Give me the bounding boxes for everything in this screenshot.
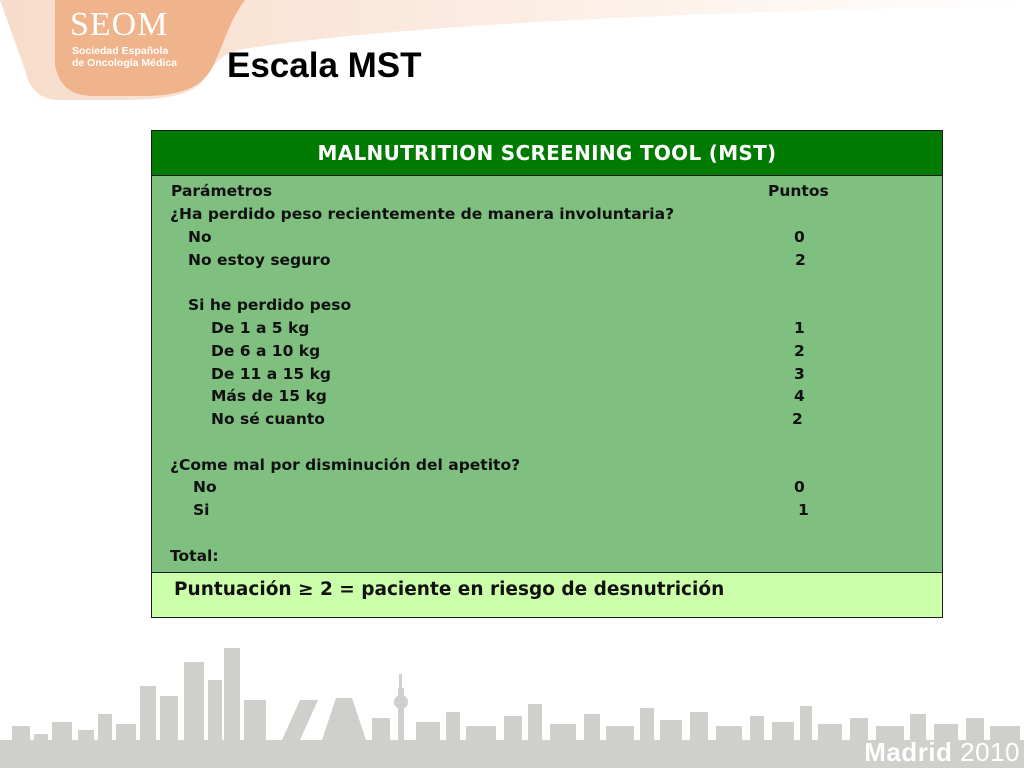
city-name: Madrid (864, 737, 953, 767)
seom-logo-subtitle (72, 45, 202, 69)
table-header: MALNUTRITION SCREENING TOOL (MST) (152, 131, 942, 176)
option-label: Si he perdido peso (188, 296, 352, 314)
option-points: 2 (794, 342, 805, 360)
option-label: De 1 a 5 kg (211, 319, 310, 337)
slide-title: Escala MST (227, 46, 422, 85)
table-footer (152, 573, 942, 617)
option-label: Si (193, 501, 210, 519)
option-points: 1 (798, 501, 809, 519)
option-points: 3 (794, 365, 805, 383)
event-branding (864, 737, 1020, 768)
option-label: Más de 15 kg (211, 387, 327, 405)
logo-subtitle-line1: Sociedad Española (72, 45, 169, 57)
seom-logo: SEOM (70, 6, 169, 43)
option-label: De 6 a 10 kg (211, 342, 321, 360)
option-points: 1 (794, 319, 805, 337)
option-points: 2 (792, 410, 803, 428)
option-points: 2 (795, 251, 806, 269)
option-points: 0 (794, 228, 805, 246)
mst-table (151, 130, 943, 618)
event-year: 2010 (960, 737, 1020, 767)
option-points: 0 (794, 478, 805, 496)
option-label: No (193, 478, 217, 496)
option-label: No sé cuanto (211, 410, 325, 428)
question-weight-loss: ¿Ha perdido peso recientemente de manera involuntaria? (170, 205, 675, 223)
table-body (152, 176, 942, 573)
question-appetite: ¿Come mal por disminución del apetito? (170, 456, 521, 474)
column-header-parameters: Parámetros (171, 182, 273, 200)
option-label: De 11 a 15 kg (211, 365, 331, 383)
risk-threshold-note: Puntuación ≥ 2 = paciente en riesgo de desnutrición (174, 579, 725, 600)
option-label: No (188, 228, 212, 246)
logo-subtitle-line2: de Oncología Médica (72, 57, 178, 69)
column-header-points: Puntos (768, 182, 829, 200)
total-label: Total: (170, 547, 219, 565)
option-points: 4 (794, 387, 805, 405)
option-label: No estoy seguro (188, 251, 331, 269)
